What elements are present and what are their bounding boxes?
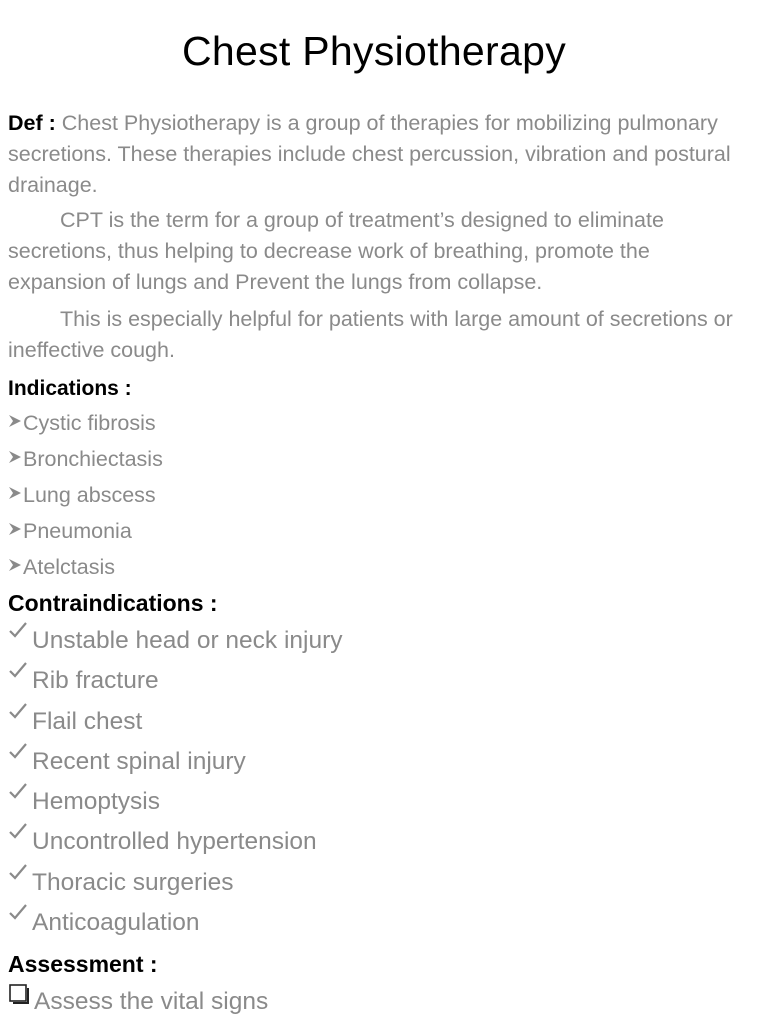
contraindications-list bbox=[8, 621, 748, 943]
arrow-bullet-icon bbox=[8, 414, 22, 428]
checkmark-icon bbox=[8, 620, 28, 640]
checkmark-icon bbox=[8, 660, 28, 680]
definition-label: Def : bbox=[8, 111, 56, 135]
indications-heading: Indications : bbox=[8, 377, 132, 400]
page-title: Chest Physiotherapy bbox=[181, 28, 566, 74]
list-item bbox=[8, 903, 748, 943]
arrow-bullet-icon bbox=[8, 486, 22, 500]
contraindication-label: Thoracic surgeries bbox=[32, 868, 234, 896]
assessment-label: Assess the vital signs bbox=[34, 988, 269, 1016]
list-item bbox=[8, 513, 748, 549]
indication-label: Atelctasis bbox=[23, 555, 116, 579]
list-item bbox=[8, 661, 748, 701]
contraindication-label: Flail chest bbox=[32, 707, 143, 735]
checkmark-icon bbox=[8, 862, 28, 882]
checkmark-icon bbox=[8, 781, 28, 801]
contraindications-heading: Contraindications : bbox=[8, 590, 218, 616]
list-item bbox=[8, 621, 748, 661]
list-item bbox=[8, 405, 748, 441]
list-item bbox=[8, 983, 748, 1021]
assessment-heading: Assessment : bbox=[8, 951, 158, 978]
contraindication-label: Unstable head or neck injury bbox=[32, 627, 343, 654]
checkmark-icon bbox=[8, 821, 28, 841]
assessment-list bbox=[8, 983, 748, 1021]
contraindication-label: Anticoagulation bbox=[32, 909, 200, 937]
list-item bbox=[8, 863, 748, 903]
checkmark-icon bbox=[8, 701, 28, 721]
list-item bbox=[8, 822, 748, 862]
helpful-paragraph: This is especially helpful for patients with large amount of secretions or ineffective cough. bbox=[8, 307, 733, 362]
checkmark-icon bbox=[8, 902, 28, 922]
contraindication-label: Rib fracture bbox=[32, 667, 159, 695]
list-item bbox=[8, 702, 748, 742]
list-item bbox=[8, 742, 748, 782]
arrow-bullet-icon bbox=[8, 450, 22, 464]
indications-list bbox=[8, 405, 748, 585]
indication-label: Lung abscess bbox=[23, 483, 156, 507]
contraindication-label: Recent spinal injury bbox=[32, 747, 246, 775]
list-item bbox=[8, 441, 748, 477]
list-item bbox=[8, 477, 748, 513]
list-item bbox=[8, 549, 748, 585]
cpt-paragraph: CPT is the term for a group of treatment’s designed to eliminate secretions, thus helping to decrease work of breathing, promote the expansion of lungs and Prevent the lungs from collapse. bbox=[8, 208, 664, 294]
indication-label: Bronchiectasis bbox=[23, 447, 163, 471]
checkbox-icon bbox=[8, 983, 30, 1005]
definition-paragraph bbox=[8, 108, 748, 201]
list-item bbox=[8, 782, 748, 822]
indication-label: Pneumonia bbox=[23, 519, 132, 543]
contraindication-label: Uncontrolled hypertension bbox=[32, 828, 317, 856]
contraindication-label: Hemoptysis bbox=[32, 788, 160, 816]
arrow-bullet-icon bbox=[8, 522, 22, 536]
indication-label: Cystic fibrosis bbox=[23, 411, 156, 435]
definition-text: Chest Physiotherapy is a group of therapies for mobilizing pulmonary secretions. These therapies include chest percussion, vibration and postural drainage. bbox=[8, 111, 731, 197]
arrow-bullet-icon bbox=[8, 558, 22, 572]
checkmark-icon bbox=[8, 741, 28, 761]
slide-body bbox=[8, 108, 748, 1021]
